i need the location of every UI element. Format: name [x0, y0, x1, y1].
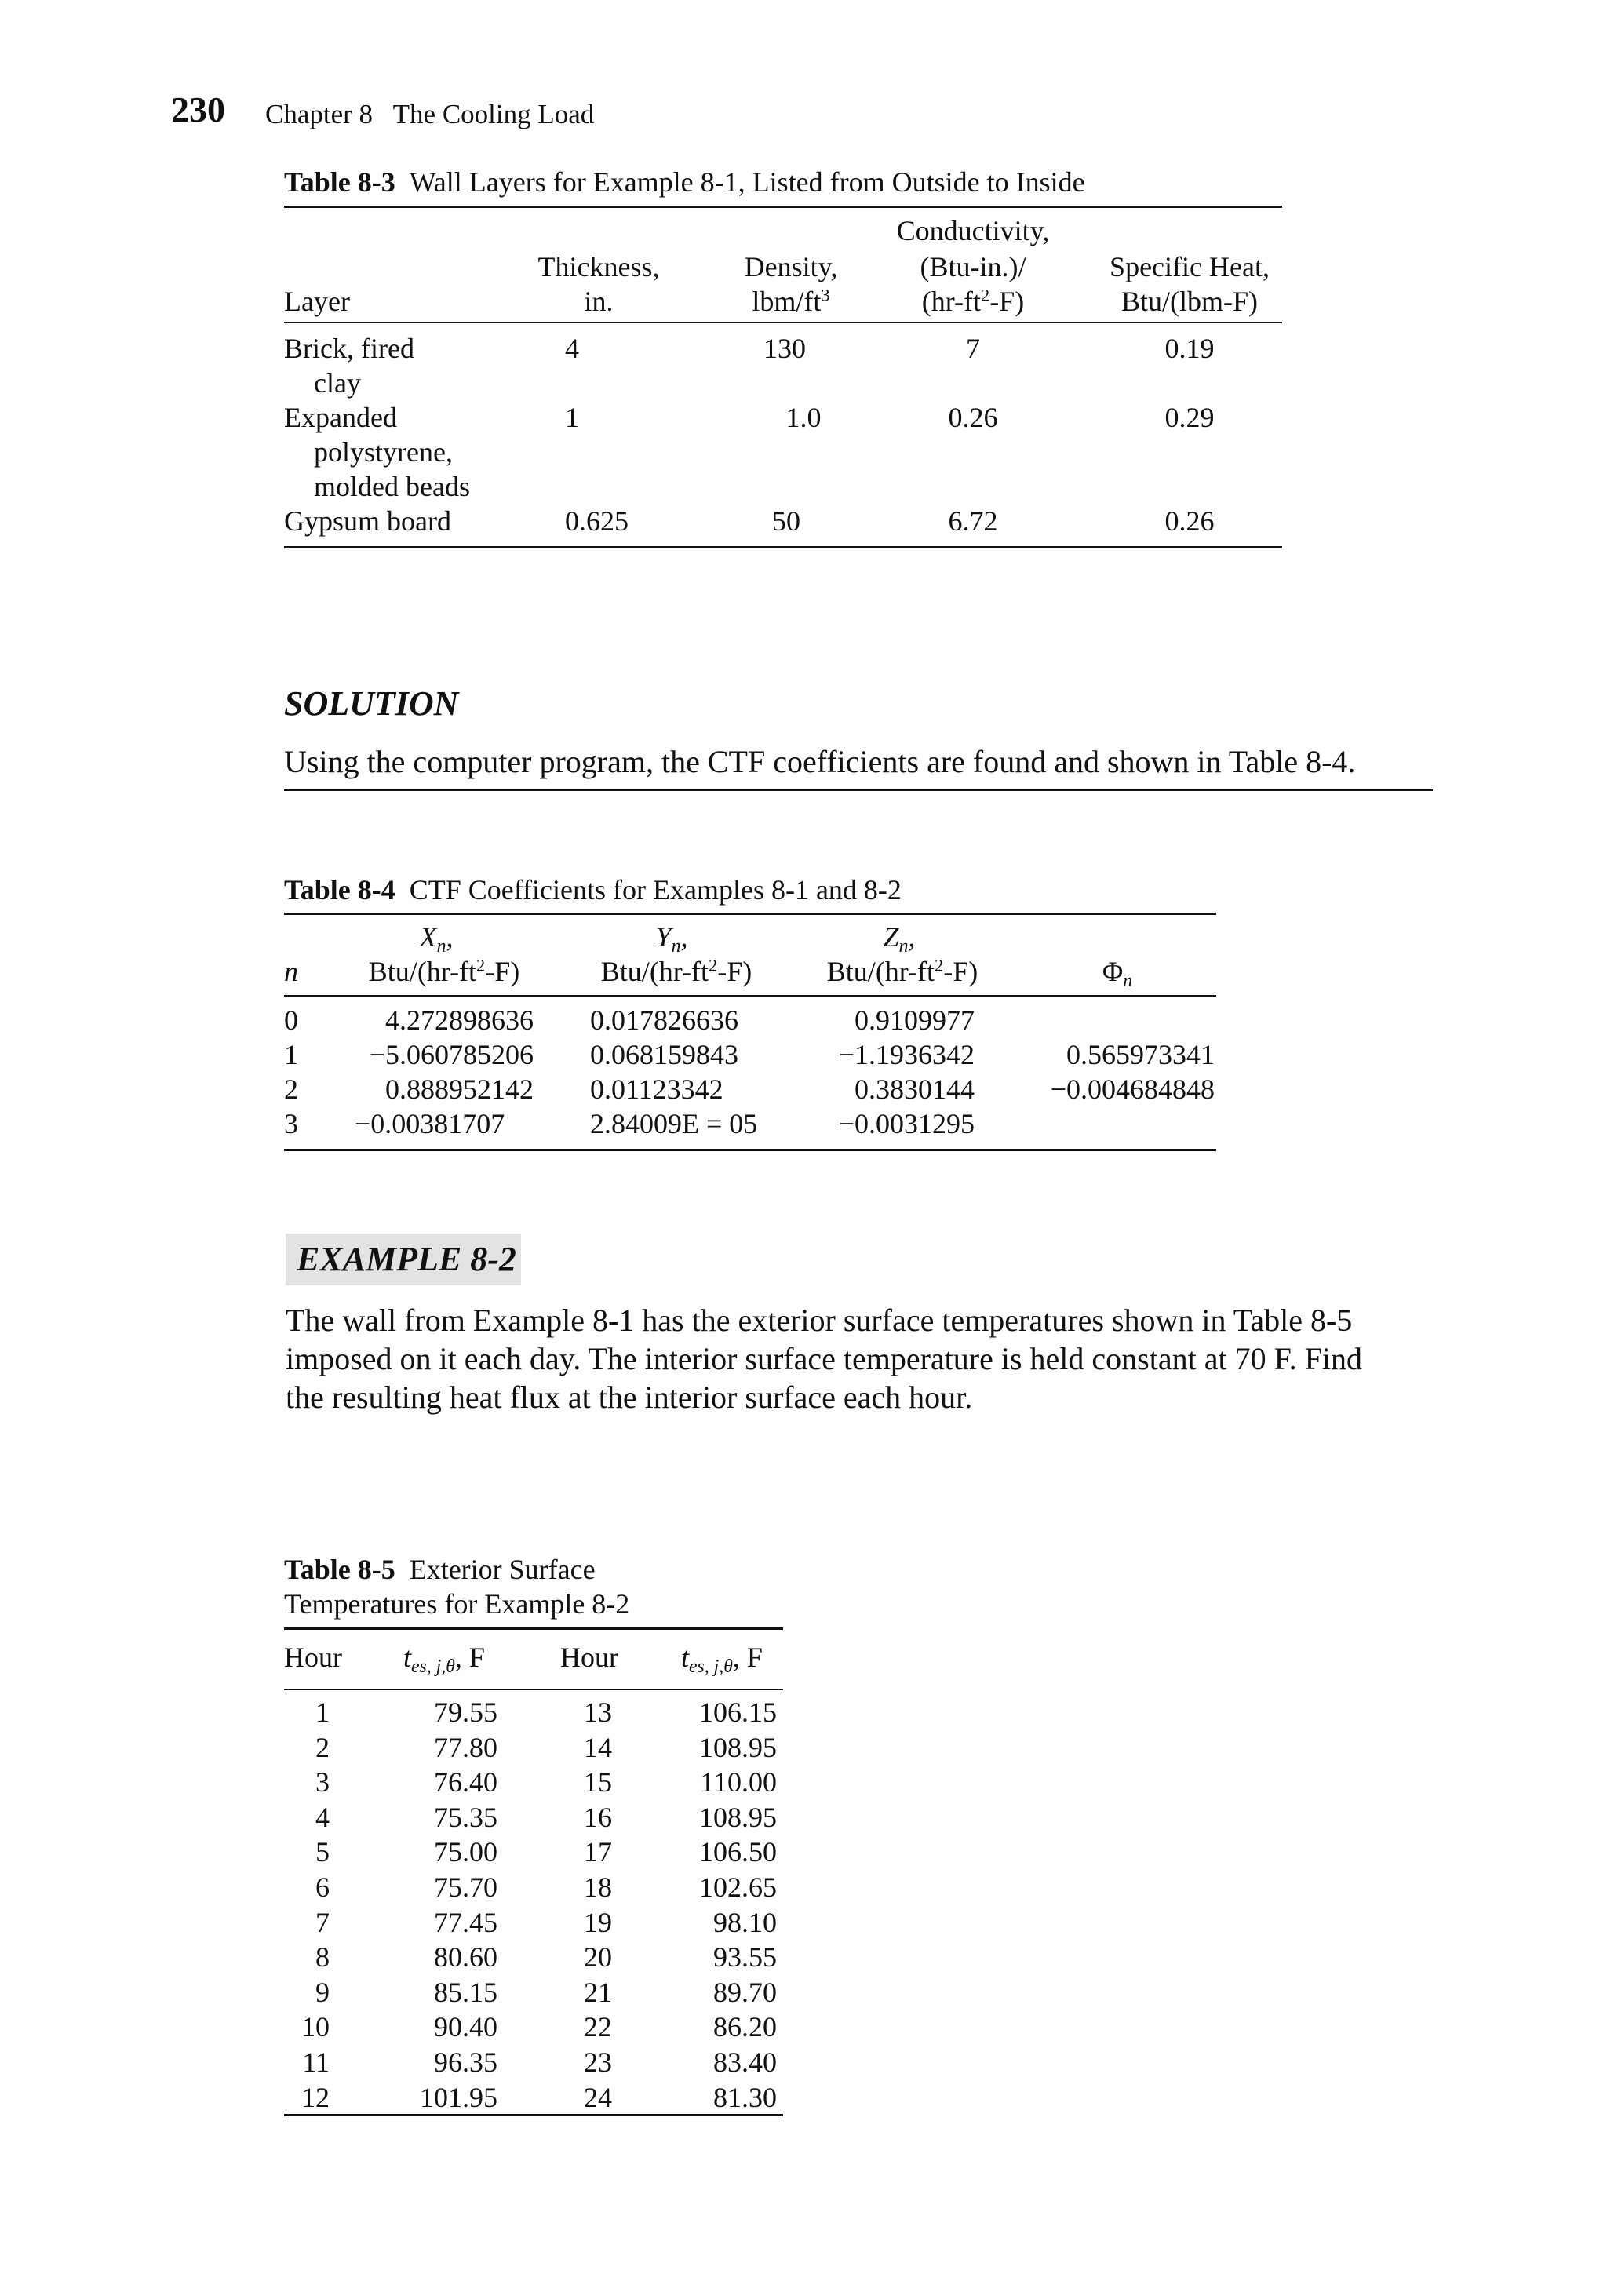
t83-row3-specific-heat: 0.26 [1164, 505, 1215, 537]
t83-row2-layer-1: Expanded [284, 402, 397, 433]
t85-row-temp: 77.45 [434, 1906, 497, 1938]
t84-header-z-unit: Btu/$(hr-ft^2-F)$ [826, 955, 978, 987]
table-8-5-label: Table 8-5 [284, 1554, 395, 1585]
t85-row-hour: 11 [302, 2046, 330, 2078]
t85-row-hour-b: 24 [584, 2081, 612, 2113]
t83-row2-layer-3: molded beads [314, 471, 470, 502]
t83-header-conductivity-2: (Btu-in.)/ [920, 251, 1026, 282]
t83-header-thickness-1: Thickness, [537, 251, 660, 282]
t84-header-y-unit: Btu/$(hr-ft^2-F)$ [600, 955, 752, 987]
t85-row-hour: 7 [315, 1906, 330, 1938]
example-text [286, 1301, 1431, 1416]
t84-row1-x: −5.060785206 [369, 1039, 534, 1070]
table-8-4-bottom-rule [284, 1149, 1216, 1151]
t84-row2-n: 2 [284, 1073, 298, 1105]
solution-text: Using the computer program, the CTF coefficients are found and shown in Table 8-4. [284, 744, 1356, 779]
t85-row-temp: 75.00 [434, 1836, 497, 1868]
t85-row-temp-b: 106.50 [699, 1836, 777, 1868]
t83-row2-thickness: 1 [565, 402, 579, 433]
t83-header-specific-heat-1: Specific Heat, [1110, 251, 1270, 282]
example-heading: EXAMPLE 8-2 [297, 1240, 516, 1278]
table-8-4-top-rule [284, 913, 1216, 915]
t84-header-x: $X_n$, [419, 921, 454, 957]
t83-row2-conductivity: 0.26 [948, 402, 998, 433]
t84-row2-x: 0.888952142 [385, 1073, 534, 1105]
t85-row-hour: 9 [315, 1976, 330, 2008]
t84-header-z: $Z_n$, [883, 921, 916, 957]
t83-row1-layer-2: clay [314, 367, 361, 399]
table-8-3-title: Wall Layers for Example 8-1, Listed from Outside to Inside [409, 166, 1085, 198]
t84-row0-x: 4.272898636 [385, 1004, 534, 1036]
t85-row-temp-b: 98.10 [713, 1906, 777, 1938]
t84-row3-x: −0.00381707 [355, 1108, 505, 1139]
t83-header-density-2: lbm/$ft^3$ [752, 285, 830, 317]
t85-row-temp: 79.55 [434, 1696, 497, 1728]
solution-heading: SOLUTION [284, 684, 459, 723]
table-8-5-title-2: Temperatures for Example 8-2 [284, 1588, 630, 1620]
t85-row-hour: 12 [301, 2081, 330, 2113]
table-8-4-header-rule [284, 995, 1216, 997]
t85-row-hour: 8 [315, 1941, 330, 1973]
t83-row1-specific-heat: 0.19 [1164, 333, 1215, 364]
t84-row2-y: 0.01123342 [590, 1073, 723, 1105]
t83-row1-layer-1: Brick, fired [284, 333, 414, 364]
t84-row1-phi: 0.565973341 [1066, 1039, 1215, 1070]
t85-header-hour-2: Hour [560, 1642, 618, 1673]
t83-row3-conductivity: 6.72 [948, 505, 998, 537]
t85-row-hour-b: 18 [584, 1871, 612, 1903]
t83-row2-specific-heat: 0.29 [1164, 402, 1215, 433]
t85-row-hour-b: 20 [584, 1941, 612, 1973]
t85-row-temp-b: 93.55 [713, 1941, 777, 1973]
chapter-title: The Cooling Load [392, 99, 595, 129]
t84-row0-z: 0.9109977 [855, 1004, 975, 1036]
t85-row-temp: 96.35 [434, 2046, 497, 2078]
t84-row1-y: 0.068159843 [590, 1039, 738, 1070]
t85-row-temp-b: 110.00 [700, 1766, 777, 1799]
t85-row-hour: 3 [315, 1766, 330, 1799]
table-8-3-label: Table 8-3 [284, 166, 395, 198]
example-heading-box [286, 1234, 521, 1285]
t85-row-hour-b: 13 [584, 1696, 612, 1728]
t85-row-temp-b: 108.95 [699, 1801, 777, 1833]
table-8-5-header-rule [284, 1689, 783, 1690]
t84-header-phi: $\Phi_n$ [1102, 956, 1133, 992]
t85-row-hour-b: 16 [584, 1801, 612, 1833]
t84-row0-y: 0.017826636 [590, 1004, 738, 1036]
t85-row-temp: 76.40 [434, 1766, 497, 1799]
example-text-line-2: imposed on it each day. The interior surface temperature is held constant at 70 F. Find [286, 1341, 1362, 1376]
t85-row-hour-b: 21 [584, 1976, 612, 2008]
t83-row3-thickness: 0.625 [565, 505, 629, 537]
t85-row-temp: 77.80 [434, 1731, 497, 1763]
t84-row0-n: 0 [284, 1004, 298, 1036]
t85-row-temp-b: 83.40 [713, 2046, 777, 2078]
t85-row-hour: 2 [315, 1731, 330, 1763]
t85-header-hour-1: Hour [284, 1642, 342, 1673]
table-8-5-top-rule [284, 1627, 783, 1630]
t83-row2-density: 1.0 [785, 402, 822, 433]
t85-row-hour-b: 19 [584, 1906, 612, 1938]
t84-row2-z: 0.3830144 [855, 1073, 975, 1105]
chapter-label: Chapter 8 [265, 99, 374, 129]
t85-row-hour-b: 23 [584, 2046, 612, 2078]
t83-header-thickness-2: in. [584, 286, 614, 317]
t84-row1-z: −1.1936342 [838, 1039, 975, 1070]
t83-row3-density: 50 [772, 505, 800, 537]
t84-header-n: n [284, 956, 298, 987]
t83-row1-thickness: 4 [565, 333, 579, 364]
t83-row1-density: 130 [763, 333, 806, 364]
table-8-5-bottom-rule [284, 2114, 783, 2116]
t83-header-conductivity-3: $(hr-ft^2-F)$ [921, 285, 1025, 317]
t85-row-hour-b: 15 [584, 1766, 612, 1799]
t83-header-density-1: Density, [744, 251, 838, 282]
t85-header-temp-2: $t_{es, j,\theta}$, F [681, 1642, 763, 1678]
table-8-3-caption [284, 165, 1085, 199]
table-8-3-bottom-rule [284, 546, 1282, 548]
t85-row-hour-b: 22 [584, 2011, 612, 2043]
table-8-5-caption-line-1 [284, 1552, 596, 1587]
t85-row-temp-b: 106.15 [699, 1696, 777, 1728]
table-8-5-title-1: Exterior Surface [409, 1554, 596, 1585]
t83-row2-layer-2: polystyrene, [314, 436, 453, 468]
running-head [265, 97, 594, 132]
solution-rule [284, 789, 1433, 791]
t85-row-temp: 85.15 [434, 1976, 497, 2008]
t85-row-temp-b: 86.20 [713, 2011, 777, 2043]
t85-row-hour: 6 [315, 1871, 330, 1903]
t85-row-temp: 101.95 [420, 2081, 497, 2113]
t85-row-temp-b: 102.65 [699, 1871, 777, 1903]
table-8-4-title: CTF Coefficients for Examples 8-1 and 8-2 [409, 874, 902, 906]
table-8-4-caption [284, 873, 902, 907]
t84-row2-phi: −0.004684848 [1050, 1073, 1215, 1105]
t83-header-specific-heat-2: Btu/(lbm-F) [1121, 286, 1259, 317]
t85-row-temp: 75.35 [434, 1801, 497, 1833]
t85-row-hour: 4 [315, 1801, 330, 1833]
page-number: 230 [171, 89, 225, 129]
t85-row-temp-b: 89.70 [713, 1976, 777, 2008]
t85-row-hour: 5 [315, 1836, 330, 1868]
t85-row-temp: 75.70 [434, 1871, 497, 1903]
t85-row-hour-b: 17 [584, 1836, 612, 1868]
t85-row-temp-b: 81.30 [713, 2081, 777, 2113]
table-8-3-header-rule [284, 322, 1282, 323]
t85-row-temp-b: 108.95 [699, 1731, 777, 1763]
t83-row1-conductivity: 7 [966, 333, 980, 364]
t84-header-y: $Y_n$, [655, 921, 688, 957]
t84-header-x-unit: Btu/$(hr-ft^2-F)$ [368, 955, 520, 987]
t85-row-temp: 80.60 [434, 1941, 497, 1973]
t83-header-conductivity-1: Conductivity, [896, 215, 1050, 246]
t85-row-hour: 1 [315, 1696, 330, 1728]
table-8-3-top-rule [284, 206, 1282, 208]
t85-header-temp-1: $t_{es, j,\theta}$, F [403, 1642, 485, 1678]
t85-row-hour-b: 14 [584, 1731, 612, 1763]
example-text-line-1: The wall from Example 8-1 has the exterior surface temperatures shown in Table 8-5 [286, 1303, 1353, 1338]
example-text-line-3: the resulting heat flux at the interior surface each hour. [286, 1379, 973, 1415]
t85-row-temp: 90.40 [434, 2011, 497, 2043]
t83-row3-layer: Gypsum board [284, 505, 451, 537]
t85-row-hour: 10 [301, 2011, 330, 2043]
t84-row3-n: 3 [284, 1108, 298, 1139]
t84-row1-n: 1 [284, 1039, 298, 1070]
t84-row3-z: −0.0031295 [838, 1108, 975, 1139]
t84-row3-y: 2.84009E = 05 [590, 1108, 758, 1139]
t83-header-layer: Layer [284, 286, 350, 317]
table-8-4-label: Table 8-4 [284, 874, 395, 906]
